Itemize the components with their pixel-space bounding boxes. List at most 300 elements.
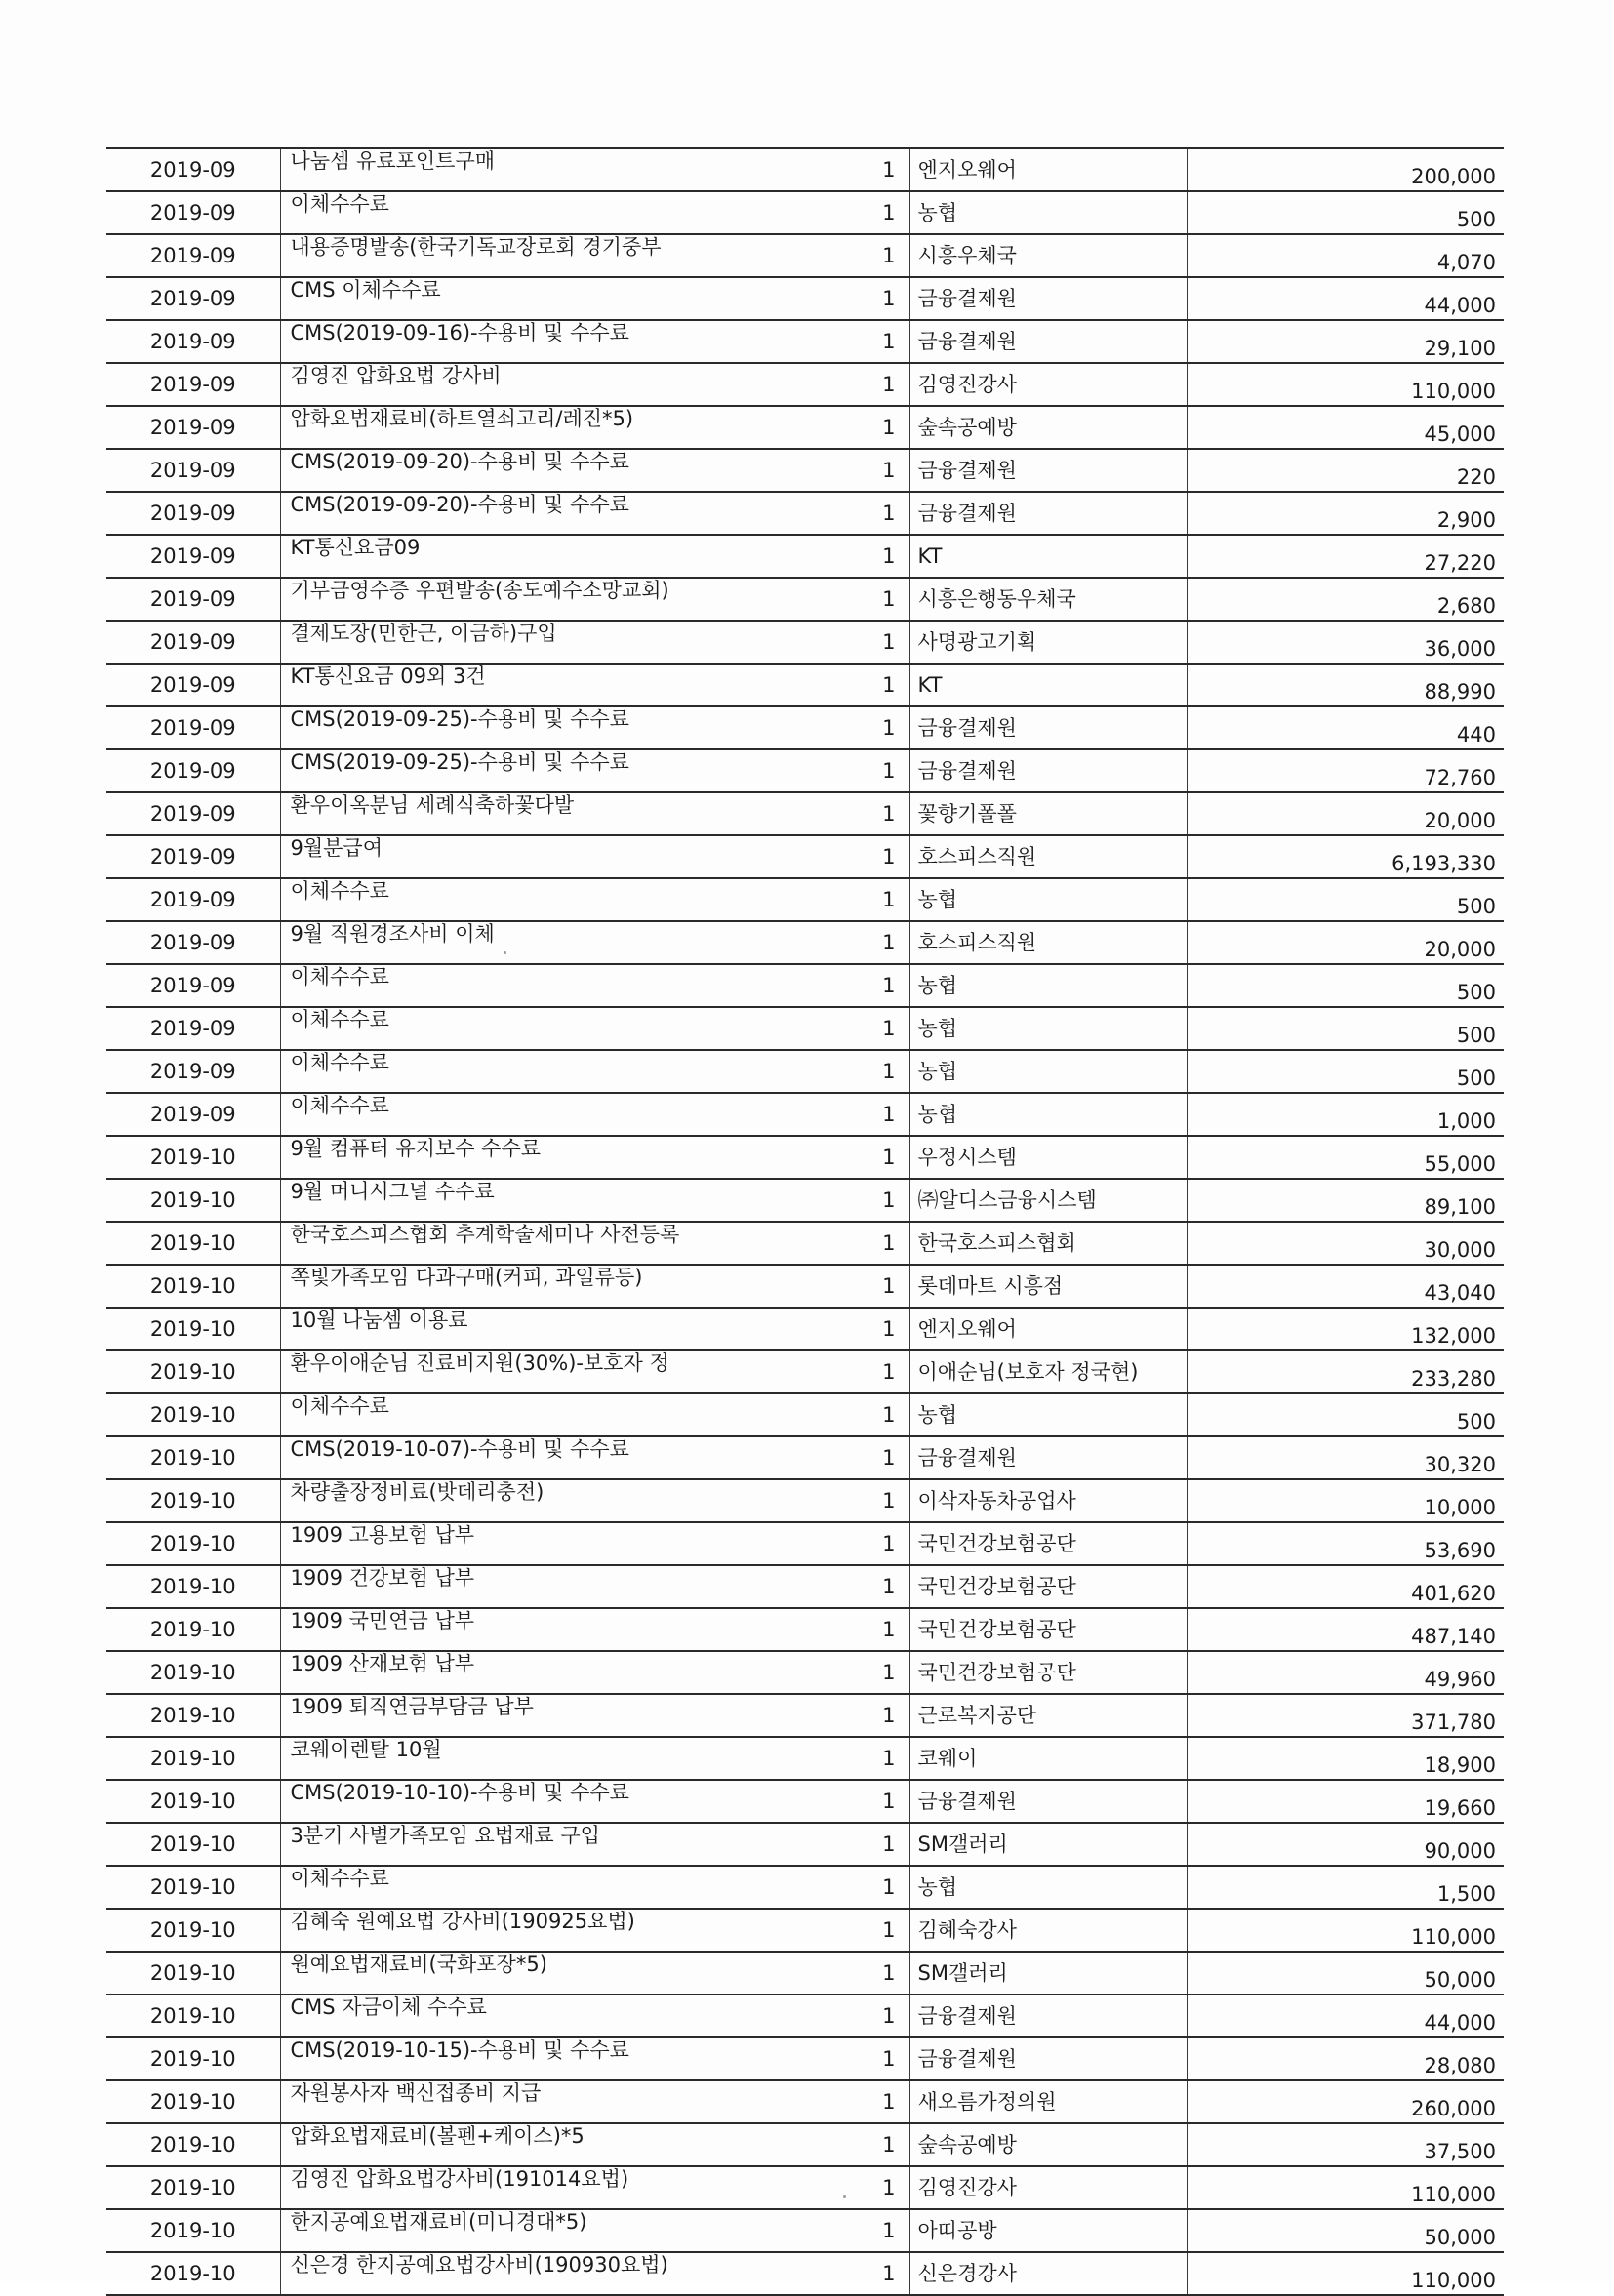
row-quantity: 1 <box>706 1350 909 1393</box>
table-row <box>106 492 1504 535</box>
row-description: 이체수수료 <box>280 1007 706 1050</box>
row-date: 2019-09 <box>106 792 280 835</box>
row-amount: 110,000 <box>1187 2252 1504 2295</box>
table-row <box>106 621 1504 664</box>
row-vendor: 금융결제원 <box>909 320 1187 363</box>
row-amount: 53,690 <box>1187 1522 1504 1565</box>
row-amount: 89,100 <box>1187 1179 1504 1222</box>
row-description: 환우이애순님 진료비지원(30%)-보호자 정 <box>280 1350 706 1393</box>
row-description: 한국호스피스협회 추계학술세미나 사전등록 <box>280 1222 706 1265</box>
row-quantity: 1 <box>706 1780 909 1823</box>
row-date: 2019-10 <box>106 1393 280 1436</box>
scan-speck <box>843 2195 846 2198</box>
row-date: 2019-10 <box>106 1909 280 1952</box>
table-row <box>106 1565 1504 1608</box>
row-quantity: 1 <box>706 1093 909 1136</box>
row-description: 이체수수료 <box>280 1050 706 1093</box>
row-description: 쪽빛가족모임 다과구매(커피, 과일류등) <box>280 1265 706 1308</box>
ledger-body <box>106 148 1504 2295</box>
row-date: 2019-09 <box>106 363 280 406</box>
row-amount: 50,000 <box>1187 2209 1504 2252</box>
row-description: 10월 나눔셈 이용료 <box>280 1308 706 1350</box>
table-row <box>106 1350 1504 1393</box>
row-vendor: 농협 <box>909 191 1187 234</box>
row-quantity: 1 <box>706 1479 909 1522</box>
row-date: 2019-10 <box>106 1651 280 1694</box>
row-amount: 200,000 <box>1187 148 1504 191</box>
row-date: 2019-09 <box>106 878 280 921</box>
row-quantity: 1 <box>706 749 909 792</box>
row-quantity: 1 <box>706 2252 909 2295</box>
row-vendor: 금융결제원 <box>909 1994 1187 2037</box>
row-vendor: 김영진강사 <box>909 2166 1187 2209</box>
row-amount: 110,000 <box>1187 2166 1504 2209</box>
row-quantity: 1 <box>706 1565 909 1608</box>
row-vendor: 숲속공예방 <box>909 2123 1187 2166</box>
table-row <box>106 535 1504 578</box>
row-date: 2019-09 <box>106 277 280 320</box>
row-vendor: 엔지오웨어 <box>909 1308 1187 1350</box>
table-row <box>106 578 1504 621</box>
row-amount: 2,900 <box>1187 492 1504 535</box>
row-description: 차량출장정비료(밧데리충전) <box>280 1479 706 1522</box>
row-vendor: 금융결제원 <box>909 1780 1187 1823</box>
table-row <box>106 878 1504 921</box>
row-quantity: 1 <box>706 277 909 320</box>
row-vendor: 호스피스직원 <box>909 921 1187 964</box>
row-description: 압화요법재료비(볼펜+케이스)*5 <box>280 2123 706 2166</box>
row-vendor: 농협 <box>909 964 1187 1007</box>
row-date: 2019-10 <box>106 1994 280 2037</box>
row-vendor: KT <box>909 664 1187 706</box>
row-vendor: 이애순님(보호자 정국현) <box>909 1350 1187 1393</box>
row-description: 이체수수료 <box>280 878 706 921</box>
row-description: 압화요법재료비(하트열쇠고리/레진*5) <box>280 406 706 449</box>
row-vendor: 농협 <box>909 878 1187 921</box>
row-description: CMS(2019-09-20)-수용비 및 수수료 <box>280 449 706 492</box>
row-amount: 500 <box>1187 878 1504 921</box>
row-date: 2019-09 <box>106 1093 280 1136</box>
row-amount: 2,680 <box>1187 578 1504 621</box>
row-amount: 500 <box>1187 1393 1504 1436</box>
row-description: 한지공예요법재료비(미니경대*5) <box>280 2209 706 2252</box>
table-row <box>106 964 1504 1007</box>
row-amount: 18,900 <box>1187 1737 1504 1780</box>
row-quantity: 1 <box>706 1050 909 1093</box>
row-amount: 44,000 <box>1187 277 1504 320</box>
row-date: 2019-09 <box>106 320 280 363</box>
row-amount: 260,000 <box>1187 2080 1504 2123</box>
row-quantity: 1 <box>706 2123 909 2166</box>
row-amount: 487,140 <box>1187 1608 1504 1651</box>
table-row <box>106 1222 1504 1265</box>
row-quantity: 1 <box>706 964 909 1007</box>
row-date: 2019-10 <box>106 1780 280 1823</box>
row-vendor: 김영진강사 <box>909 363 1187 406</box>
row-description: 내용증명발송(한국기독교장로회 경기중부 <box>280 234 706 277</box>
row-vendor: ㈜알디스금융시스템 <box>909 1179 1187 1222</box>
row-quantity: 1 <box>706 664 909 706</box>
row-quantity: 1 <box>706 1308 909 1350</box>
row-description: 1909 고용보험 납부 <box>280 1522 706 1565</box>
row-amount: 1,500 <box>1187 1866 1504 1909</box>
row-date: 2019-09 <box>106 664 280 706</box>
row-amount: 45,000 <box>1187 406 1504 449</box>
row-amount: 500 <box>1187 964 1504 1007</box>
row-vendor: 호스피스직원 <box>909 835 1187 878</box>
row-description: 9월 직원경조사비 이체 <box>280 921 706 964</box>
row-amount: 500 <box>1187 1007 1504 1050</box>
table-row <box>106 2209 1504 2252</box>
row-description: 이체수수료 <box>280 1866 706 1909</box>
table-row <box>106 1522 1504 1565</box>
row-description: CMS(2019-09-25)-수용비 및 수수료 <box>280 749 706 792</box>
row-description: 9월 머니시그널 수수료 <box>280 1179 706 1222</box>
row-vendor: 농협 <box>909 1393 1187 1436</box>
table-row <box>106 1308 1504 1350</box>
row-quantity: 1 <box>706 2037 909 2080</box>
row-vendor: 꽃향기폴폴 <box>909 792 1187 835</box>
table-row <box>106 363 1504 406</box>
row-date: 2019-10 <box>106 1694 280 1737</box>
row-amount: 55,000 <box>1187 1136 1504 1179</box>
row-quantity: 1 <box>706 492 909 535</box>
row-quantity: 1 <box>706 621 909 664</box>
row-date: 2019-09 <box>106 1007 280 1050</box>
row-vendor: 금융결제원 <box>909 492 1187 535</box>
row-date: 2019-09 <box>106 406 280 449</box>
scan-speck <box>504 951 506 954</box>
row-date: 2019-10 <box>106 2123 280 2166</box>
table-row <box>106 2123 1504 2166</box>
row-description: 나눔셈 유료포인트구매 <box>280 148 706 191</box>
row-vendor: 신은경강사 <box>909 2252 1187 2295</box>
row-amount: 440 <box>1187 706 1504 749</box>
row-date: 2019-09 <box>106 449 280 492</box>
row-vendor: SM갤러리 <box>909 1952 1187 1994</box>
row-quantity: 1 <box>706 363 909 406</box>
row-amount: 29,100 <box>1187 320 1504 363</box>
row-description: 9월 컴퓨터 유지보수 수수료 <box>280 1136 706 1179</box>
row-date: 2019-10 <box>106 1866 280 1909</box>
row-quantity: 1 <box>706 1651 909 1694</box>
row-amount: 10,000 <box>1187 1479 1504 1522</box>
row-date: 2019-10 <box>106 1479 280 1522</box>
row-date: 2019-09 <box>106 492 280 535</box>
table-row <box>106 1952 1504 1994</box>
row-description: 이체수수료 <box>280 1393 706 1436</box>
expense-ledger-table <box>106 147 1504 2296</box>
row-description: 이체수수료 <box>280 964 706 1007</box>
table-row <box>106 1651 1504 1694</box>
row-amount: 220 <box>1187 449 1504 492</box>
table-row <box>106 2252 1504 2295</box>
table-row <box>106 749 1504 792</box>
table-row <box>106 449 1504 492</box>
row-date: 2019-10 <box>106 2252 280 2295</box>
row-vendor: 롯데마트 시흥점 <box>909 1265 1187 1308</box>
row-date: 2019-09 <box>106 749 280 792</box>
row-quantity: 1 <box>706 1265 909 1308</box>
row-date: 2019-09 <box>106 578 280 621</box>
row-description: CMS(2019-10-15)-수용비 및 수수료 <box>280 2037 706 2080</box>
row-amount: 28,080 <box>1187 2037 1504 2080</box>
row-description: 1909 산재보험 납부 <box>280 1651 706 1694</box>
row-amount: 27,220 <box>1187 535 1504 578</box>
row-quantity: 1 <box>706 792 909 835</box>
row-vendor: 금융결제원 <box>909 749 1187 792</box>
row-quantity: 1 <box>706 406 909 449</box>
table-row <box>106 1780 1504 1823</box>
row-vendor: 국민건강보험공단 <box>909 1565 1187 1608</box>
table-row <box>106 2166 1504 2209</box>
table-row <box>106 1479 1504 1522</box>
row-description: 3분기 사별가족모임 요법재료 구입 <box>280 1823 706 1866</box>
table-row <box>106 835 1504 878</box>
table-row <box>106 1050 1504 1093</box>
row-quantity: 1 <box>706 1952 909 1994</box>
row-date: 2019-10 <box>106 1565 280 1608</box>
row-amount: 110,000 <box>1187 363 1504 406</box>
row-quantity: 1 <box>706 320 909 363</box>
row-quantity: 1 <box>706 1136 909 1179</box>
row-date: 2019-09 <box>106 234 280 277</box>
row-description: CMS(2019-09-20)-수용비 및 수수료 <box>280 492 706 535</box>
row-vendor: 시흥우체국 <box>909 234 1187 277</box>
row-quantity: 1 <box>706 1608 909 1651</box>
row-date: 2019-10 <box>106 1608 280 1651</box>
row-vendor: 근로복지공단 <box>909 1694 1187 1737</box>
row-vendor: 사명광고기획 <box>909 621 1187 664</box>
row-date: 2019-10 <box>106 1522 280 1565</box>
table-row <box>106 2080 1504 2123</box>
row-date: 2019-10 <box>106 1823 280 1866</box>
row-quantity: 1 <box>706 1994 909 2037</box>
row-amount: 500 <box>1187 191 1504 234</box>
row-quantity: 1 <box>706 1737 909 1780</box>
row-description: 코웨이렌탈 10월 <box>280 1737 706 1780</box>
row-description: 이체수수료 <box>280 1093 706 1136</box>
row-date: 2019-10 <box>106 1308 280 1350</box>
row-amount: 30,320 <box>1187 1436 1504 1479</box>
row-amount: 233,280 <box>1187 1350 1504 1393</box>
table-row <box>106 664 1504 706</box>
row-date: 2019-09 <box>106 706 280 749</box>
row-description: 기부금영수증 우편발송(송도예수소망교회) <box>280 578 706 621</box>
row-vendor: 국민건강보험공단 <box>909 1651 1187 1694</box>
table-row <box>106 1694 1504 1737</box>
row-date: 2019-09 <box>106 835 280 878</box>
row-amount: 19,660 <box>1187 1780 1504 1823</box>
row-date: 2019-09 <box>106 621 280 664</box>
row-vendor: 농협 <box>909 1866 1187 1909</box>
row-quantity: 1 <box>706 2166 909 2209</box>
table-row <box>106 1866 1504 1909</box>
table-row <box>106 1823 1504 1866</box>
row-amount: 50,000 <box>1187 1952 1504 1994</box>
table-row <box>106 1179 1504 1222</box>
table-row <box>106 406 1504 449</box>
table-row <box>106 1265 1504 1308</box>
row-vendor: 국민건강보험공단 <box>909 1608 1187 1651</box>
row-date: 2019-10 <box>106 1222 280 1265</box>
row-vendor: 금융결제원 <box>909 1436 1187 1479</box>
row-amount: 49,960 <box>1187 1651 1504 1694</box>
row-description: CMS(2019-10-07)-수용비 및 수수료 <box>280 1436 706 1479</box>
row-description: CMS(2019-09-16)-수용비 및 수수료 <box>280 320 706 363</box>
row-date: 2019-10 <box>106 1350 280 1393</box>
row-description: CMS(2019-10-10)-수용비 및 수수료 <box>280 1780 706 1823</box>
table-row <box>106 1007 1504 1050</box>
row-description: 자원봉사자 백신접종비 지급 <box>280 2080 706 2123</box>
row-date: 2019-10 <box>106 1179 280 1222</box>
row-amount: 371,780 <box>1187 1694 1504 1737</box>
table-row <box>106 277 1504 320</box>
row-vendor: 아띠공방 <box>909 2209 1187 2252</box>
table-row <box>106 921 1504 964</box>
row-description: CMS 이체수수료 <box>280 277 706 320</box>
row-amount: 132,000 <box>1187 1308 1504 1350</box>
row-quantity: 1 <box>706 191 909 234</box>
row-quantity: 1 <box>706 2209 909 2252</box>
row-date: 2019-10 <box>106 2037 280 2080</box>
table-row <box>106 792 1504 835</box>
row-quantity: 1 <box>706 921 909 964</box>
row-date: 2019-10 <box>106 1136 280 1179</box>
row-quantity: 1 <box>706 535 909 578</box>
row-vendor: 한국호스피스협회 <box>909 1222 1187 1265</box>
row-vendor: 금융결제원 <box>909 449 1187 492</box>
row-quantity: 1 <box>706 706 909 749</box>
row-vendor: 엔지오웨어 <box>909 148 1187 191</box>
row-quantity: 1 <box>706 1866 909 1909</box>
table-row <box>106 1436 1504 1479</box>
row-vendor: 금융결제원 <box>909 277 1187 320</box>
row-quantity: 1 <box>706 1909 909 1952</box>
table-row <box>106 1608 1504 1651</box>
row-description: 이체수수료 <box>280 191 706 234</box>
row-vendor: 농협 <box>909 1093 1187 1136</box>
row-amount: 36,000 <box>1187 621 1504 664</box>
row-amount: 110,000 <box>1187 1909 1504 1952</box>
row-quantity: 1 <box>706 578 909 621</box>
row-date: 2019-09 <box>106 535 280 578</box>
row-amount: 37,500 <box>1187 2123 1504 2166</box>
row-quantity: 1 <box>706 1179 909 1222</box>
row-description: 1909 퇴직연금부담금 납부 <box>280 1694 706 1737</box>
row-quantity: 1 <box>706 234 909 277</box>
row-amount: 6,193,330 <box>1187 835 1504 878</box>
row-quantity: 1 <box>706 1522 909 1565</box>
table-row <box>106 1909 1504 1952</box>
row-description: 1909 국민연금 납부 <box>280 1608 706 1651</box>
row-amount: 30,000 <box>1187 1222 1504 1265</box>
row-description: 원예요법재료비(국화포장*5) <box>280 1952 706 1994</box>
row-amount: 90,000 <box>1187 1823 1504 1866</box>
row-description: 9월분급여 <box>280 835 706 878</box>
row-amount: 44,000 <box>1187 1994 1504 2037</box>
table-row <box>106 2037 1504 2080</box>
row-quantity: 1 <box>706 1436 909 1479</box>
row-vendor: 코웨이 <box>909 1737 1187 1780</box>
row-quantity: 1 <box>706 1007 909 1050</box>
row-description: 환우이옥분님 세례식축하꽃다발 <box>280 792 706 835</box>
row-description: 김혜숙 원예요법 강사비(190925요법) <box>280 1909 706 1952</box>
table-row <box>106 1393 1504 1436</box>
row-vendor: 김혜숙강사 <box>909 1909 1187 1952</box>
row-amount: 20,000 <box>1187 921 1504 964</box>
row-description: KT통신요금09 <box>280 535 706 578</box>
row-quantity: 1 <box>706 878 909 921</box>
table-row <box>106 320 1504 363</box>
row-date: 2019-09 <box>106 1050 280 1093</box>
row-quantity: 1 <box>706 148 909 191</box>
row-quantity: 1 <box>706 1393 909 1436</box>
table-row <box>106 706 1504 749</box>
table-row <box>106 234 1504 277</box>
row-quantity: 1 <box>706 1222 909 1265</box>
row-description: 결제도장(민한근, 이금하)구입 <box>280 621 706 664</box>
row-quantity: 1 <box>706 1823 909 1866</box>
row-vendor: 새오름가정의원 <box>909 2080 1187 2123</box>
row-vendor: 금융결제원 <box>909 2037 1187 2080</box>
row-date: 2019-10 <box>106 1265 280 1308</box>
table-row <box>106 191 1504 234</box>
row-vendor: 농협 <box>909 1050 1187 1093</box>
row-date: 2019-10 <box>106 2166 280 2209</box>
row-vendor: 우정시스템 <box>909 1136 1187 1179</box>
row-vendor: 농협 <box>909 1007 1187 1050</box>
row-amount: 20,000 <box>1187 792 1504 835</box>
row-date: 2019-09 <box>106 921 280 964</box>
row-amount: 88,990 <box>1187 664 1504 706</box>
row-vendor: 숲속공예방 <box>909 406 1187 449</box>
row-date: 2019-09 <box>106 191 280 234</box>
table-row <box>106 148 1504 191</box>
row-quantity: 1 <box>706 2080 909 2123</box>
row-date: 2019-10 <box>106 1737 280 1780</box>
row-description: CMS(2019-09-25)-수용비 및 수수료 <box>280 706 706 749</box>
row-description: KT통신요금 09외 3건 <box>280 664 706 706</box>
table-row <box>106 1136 1504 1179</box>
row-amount: 401,620 <box>1187 1565 1504 1608</box>
row-date: 2019-10 <box>106 1436 280 1479</box>
row-description: CMS 자금이체 수수료 <box>280 1994 706 2037</box>
row-description: 1909 건강보험 납부 <box>280 1565 706 1608</box>
row-amount: 43,040 <box>1187 1265 1504 1308</box>
row-vendor: KT <box>909 535 1187 578</box>
row-vendor: 금융결제원 <box>909 706 1187 749</box>
row-amount: 72,760 <box>1187 749 1504 792</box>
row-description: 김영진 압화요법강사비(191014요법) <box>280 2166 706 2209</box>
row-date: 2019-10 <box>106 2209 280 2252</box>
table-row <box>106 1737 1504 1780</box>
row-vendor: 이삭자동차공업사 <box>909 1479 1187 1522</box>
row-date: 2019-10 <box>106 1952 280 1994</box>
table-row <box>106 1994 1504 2037</box>
row-date: 2019-09 <box>106 148 280 191</box>
row-description: 김영진 압화요법 강사비 <box>280 363 706 406</box>
row-amount: 4,070 <box>1187 234 1504 277</box>
table-row <box>106 1093 1504 1136</box>
row-vendor: SM갤러리 <box>909 1823 1187 1866</box>
row-quantity: 1 <box>706 449 909 492</box>
row-description: 신은경 한지공예요법강사비(190930요법) <box>280 2252 706 2295</box>
row-vendor: 시흥은행동우체국 <box>909 578 1187 621</box>
row-amount: 1,000 <box>1187 1093 1504 1136</box>
row-quantity: 1 <box>706 1694 909 1737</box>
row-date: 2019-10 <box>106 2080 280 2123</box>
